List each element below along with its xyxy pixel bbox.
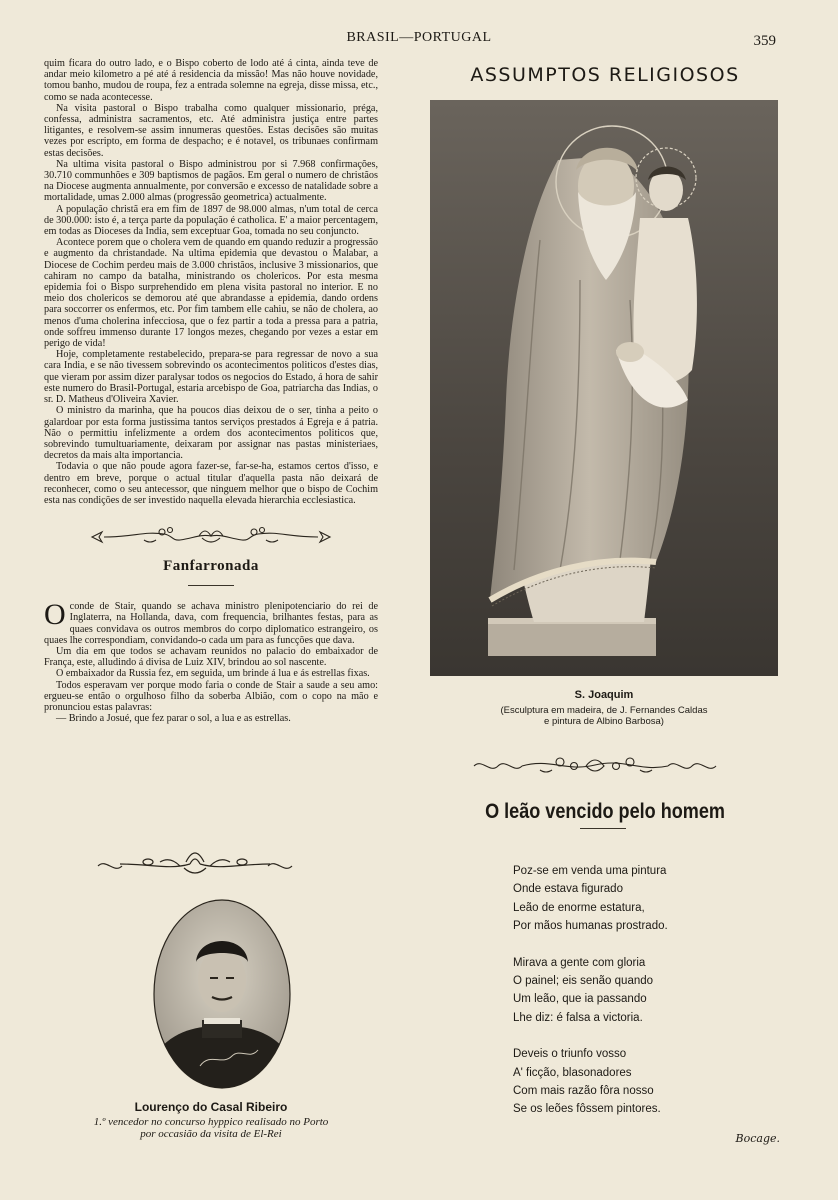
photo-title: S. Joaquim <box>574 689 634 701</box>
anecdote-paragraph-text: conde de Stair, quando se achava ministro plenipotenciario do rei de Inglaterra, na Hollanda, dava, com frequencia, brilhantes festas, para as quaes convidava os outros membros do corpo diplomatico estrangeiro, os quaes lhe correspondiam, convidando-o cada um para as funcções que dava. <box>44 601 378 646</box>
article-paragraph: Na visita pastoral o Bispo trabalha como qualquer missionario, préga, confessa, administra sacramentos, etc. Até administra justiça entre partes litigantes, e resolvem-se assim innumeras questões. Estas decisões são muitas vezes por escripto, em forma de despacho; e é notavel, os tribunaes confirmam estas decisões. <box>44 102 378 159</box>
article-paragraph: quim ficara do outro lado, e o Bispo coberto de lodo até á cinta, ainda teve de andar meio kilometro a pé até á residencia da missão! Mas não houve novidade, tomou banho, mudou de roupa, fez a entrada solemne na egreja, disse missa, etc., como se nada acontecesse. <box>44 58 378 103</box>
floral-ornament-small <box>90 842 300 886</box>
floral-divider-right <box>470 752 720 778</box>
portrait-caption-line: por occasião da visita de El-Rei <box>140 1128 282 1140</box>
article-paragraph: O ministro da marinha, que ha poucos dias deixou de o ser, tinha a peito o galardoar por esta forma justissima tantos serviços prestados á Egreja e á patria. Não o permittiu infelizmente a ordem dos acontecimentos politicos que, sobrevindo tumultuariamente, deixaram por assignar nas pastas ministeriaes, decretos da mais alta importancia. <box>44 405 378 462</box>
drop-cap: O <box>44 598 66 632</box>
poem-stanza <box>513 862 773 936</box>
poem-stanza <box>513 1045 773 1119</box>
anecdote-paragraph: Todos esperavam ver porque modo faria o conde de Stair a saude a seu amo: ergueu-se então o orgulhoso filho da soberba Albião, com o copo na mão e pronunciou estas palavras: <box>44 679 378 713</box>
poem-line: Onde estava figurado <box>513 883 623 896</box>
anecdote-paragraph: Um dia em que todos se achavam reunidos no palacio do embaixador de França, este, alludindo á divisa de Luiz XIV, brindou ao sol nascente. <box>44 645 378 669</box>
portrait-image <box>152 898 292 1090</box>
poem <box>513 862 773 1137</box>
floral-divider-ornament <box>44 522 378 552</box>
poem-line: Mirava a gente com gloria <box>513 956 646 969</box>
left-column <box>44 58 378 724</box>
portrait-caption <box>44 1116 378 1140</box>
statue-image <box>430 100 778 676</box>
poem-stanza <box>513 954 773 1028</box>
anecdote-title: Fanfarronada <box>163 558 259 575</box>
poem-line: O painel; eis senão quando <box>513 975 654 988</box>
article-paragraph: Na ultima visita pastoral o Bispo administrou por si 7.968 confirmações, 30.710 communhões e 309 baptismos de pagãos. Em geral o numero de christãos na Diocese augmenta annualmente, por conversão e excesso de natalidade sobre a mortalidade, umas 2.000 almas (progressão geometrica) actualmente. <box>44 158 378 204</box>
statue-photo <box>430 100 778 676</box>
article-paragraph: Todavia o que não poude agora fazer-se, far-se-ha, estamos certos d'isso, e dentro em breve, porque o actual titular d'aquella pasta não deixará de reconhecer, como o seu antecessor, que ninguem melhor que o bispo de Cochim esta nas condições de ser investido naquella elevada hierarchia ecclesiastica. <box>44 461 378 506</box>
photo-caption <box>430 705 778 727</box>
photo-caption-line: (Esculptura em madeira, de J. Fernandes Caldas <box>500 705 708 716</box>
photo-caption-line: e pintura de Albino Barbosa) <box>544 716 664 727</box>
section-heading: ASSUMPTOS RELIGIOSOS <box>470 64 740 86</box>
anecdote-paragraph: — Brindo a Josué, que fez parar o sol, a lua e as estrellas. <box>56 713 291 725</box>
article-body <box>44 58 378 506</box>
poem-author: Bocage. <box>735 1132 780 1145</box>
poem-line: Por mãos humanas prostrado. <box>513 920 668 933</box>
article-paragraph: Hoje, completamente restabelecido, prepara-se para regressar de novo a sua cara India, e se não tivessem sobrevindo os acontecimentos politicos d'estes dias, que vieram por assim dizer paralysar todos os negocios do Estado, á hora de sahir este numero do Brasil-Portugal, estaria arcebispo de Goa, patriarcha das Indias, o sr. D. Matheus d'Oliveira Xavier. <box>44 349 378 406</box>
poem-line: Com mais razão fôra nosso <box>513 1085 654 1098</box>
poem-line: Deveis o triunfo vosso <box>513 1048 627 1061</box>
portrait-caption-line: 1.º vencedor no concurso hyppico realisado no Porto <box>93 1116 329 1128</box>
poem-title-rule <box>580 828 626 829</box>
poem-line: Um leão, que ia passando <box>513 993 647 1006</box>
portrait-name: Lourenço do Casal Ribeiro <box>134 1100 288 1114</box>
poem-line: Se os leões fôssem pintores. <box>513 1103 661 1116</box>
title-rule <box>188 585 234 586</box>
poem-title: O leão vencido pelo homem <box>485 800 725 823</box>
poem-line: A' ficção, blasonadores <box>513 1066 632 1079</box>
anecdote-paragraph <box>44 598 378 646</box>
anecdote-body <box>44 598 378 725</box>
poem-line: Lhe diz: é falsa a victoria. <box>513 1011 643 1024</box>
page-number: 359 <box>753 33 776 49</box>
running-head: BRASIL—PORTUGAL <box>346 30 492 45</box>
article-paragraph: Acontece porem que o cholera vem de quando em quando reduzir a progressão e augmento da christandade. Na ultima epidemia que devastou o Malabar, a Diocese de Cochim perdeu mais de 3.000 christãos, inclusive 3 missionarios, que cahiram no campo da batalha, ministrando os cholericos. Por esta mesma epidemia foi o Bispo surprehendido em plena visita pastoral no interior. E no meio dos cholericos se demorou até que abrandasse a epidemia, dando ordens para soccorrer os enfermos, etc. Por fim tambem elle cahiu, se não de cholera, ao menos d'uma cholerina infecciosa, que o fez partir a toda a pressa para a patria, onde soffreu immenso durante 17 longos mezes, chegando por vezes a estar em perigo de vida! <box>44 237 378 350</box>
poem-line: Poz-se em venda uma pintura <box>513 865 667 877</box>
poem-line: Leão de enorme estatura, <box>513 901 645 914</box>
article-paragraph: A população christã era em fim de 1897 de 98.000 almas, n'um total de cerca de 300.000: isto é, a terça parte da população é catholica. E' a maior percentagem, em todas as Dioceses da India, sem exceptuar Goa, tomada no seu conjuncto. <box>44 203 378 238</box>
anecdote-paragraph: O embaixador da Russia fez, em seguida, um brinde á lua e ás estrellas fixas. <box>56 668 370 680</box>
portrait-photo <box>152 898 292 1090</box>
